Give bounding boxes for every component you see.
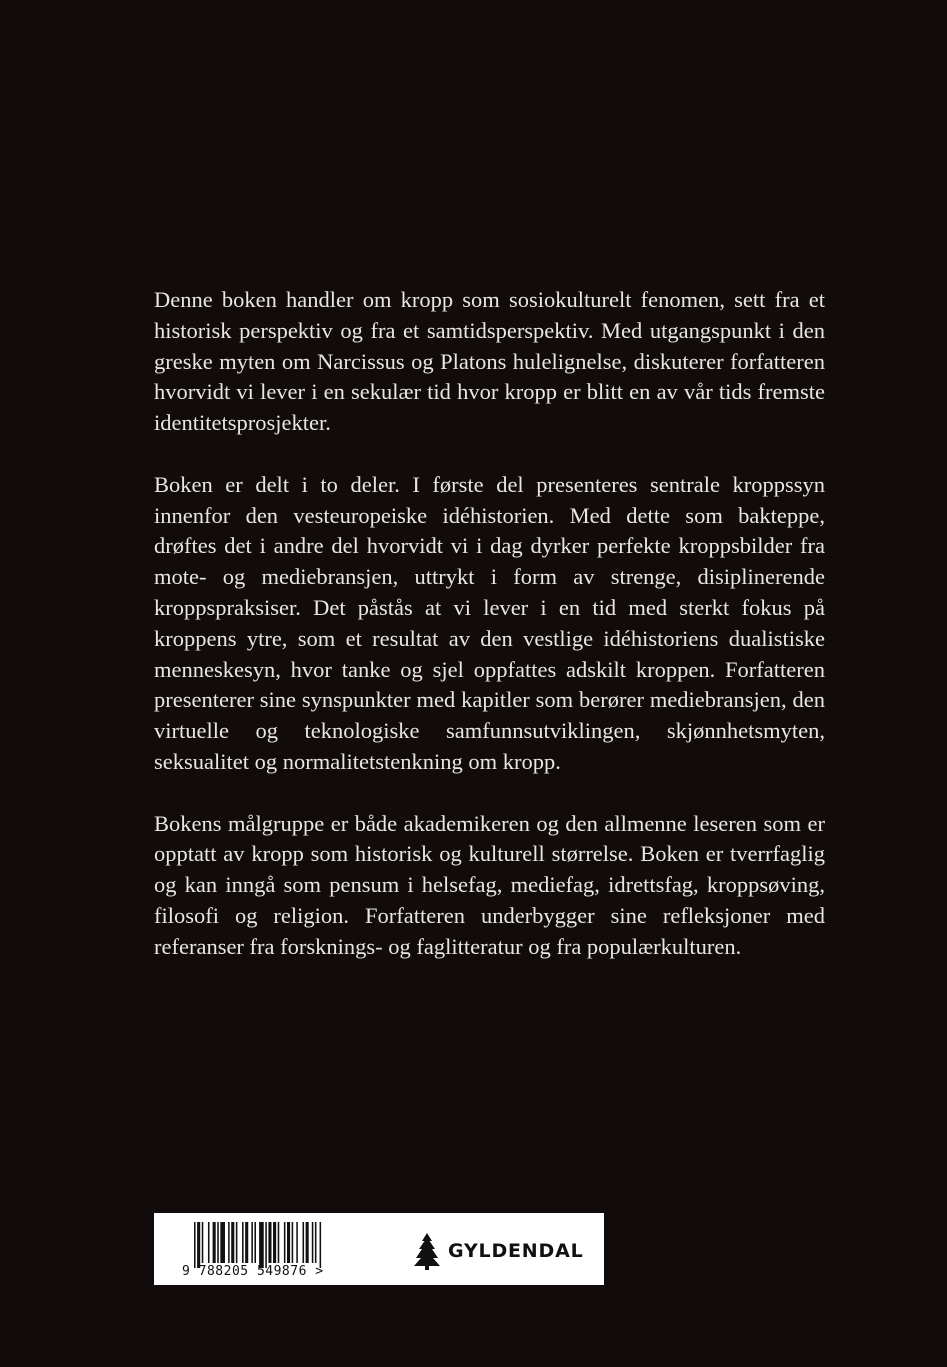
blurb-paragraph-2: Boken er delt i to deler. I første del presenteres sentrale kroppssyn innenfor den vesteuropeiske idéhistorien. Med dette som bakteppe, drøftes det i andre del hvorvidt vi i dag dyrker perfekte kroppsbilder fra mote- og mediebransjen, uttrykt i form av strenge, disiplinerende kroppspraksiser. Det påstås at vi lever i en tid med sterkt fokus på kroppens ytre, som et resultat av den vestlige idéhistoriens dualistiske menneskesyn, hvor tanke og sjel oppfattes adskilt kroppen. Forfatteren presenterer sine synspunkter med kapitler som berører mediebransjen, den virtuelle og teknologiske samfunnsutviklingen, skjønnhetsmyten, seksualitet og normalitetstenkning om kropp.	[154, 471, 825, 774]
publisher-logo	[412, 1230, 583, 1272]
publisher-name: GYLDENDAL	[448, 1240, 584, 1262]
blurb-paragraph-1: Denne boken handler om kropp som sosiokulturelt fenomen, sett fra et historisk perspektiv og fra et samtidsperspektiv. Med utgangspunkt i den greske myten om Narcissus og Platons hulelignelse, diskuterer forfatteren hvorvidt vi lever i en sekulær tid hvor kropp er blitt en av vår tids fremste identitetsprosjekter.	[154, 287, 825, 436]
barcode-panel	[154, 1213, 604, 1285]
blurb-paragraph-3: Bokens målgruppe er både akademikeren og den allmenne leseren som er opptatt av kropp som historisk og kulturell størrelse. Boken er tverrfaglig og kan inngå som pensum i helsefag, mediefag, idrettsfag, kroppsøving, filosofi og religion. Forfatteren underbygger sine refleksjoner med referanser fra forsknings- og faglitteratur og fra populærkulturen.	[154, 810, 825, 959]
spruce-tree-icon	[412, 1232, 442, 1270]
back-cover-blurb	[154, 285, 825, 963]
isbn-number: 9 788205 549876 >	[182, 1264, 324, 1279]
